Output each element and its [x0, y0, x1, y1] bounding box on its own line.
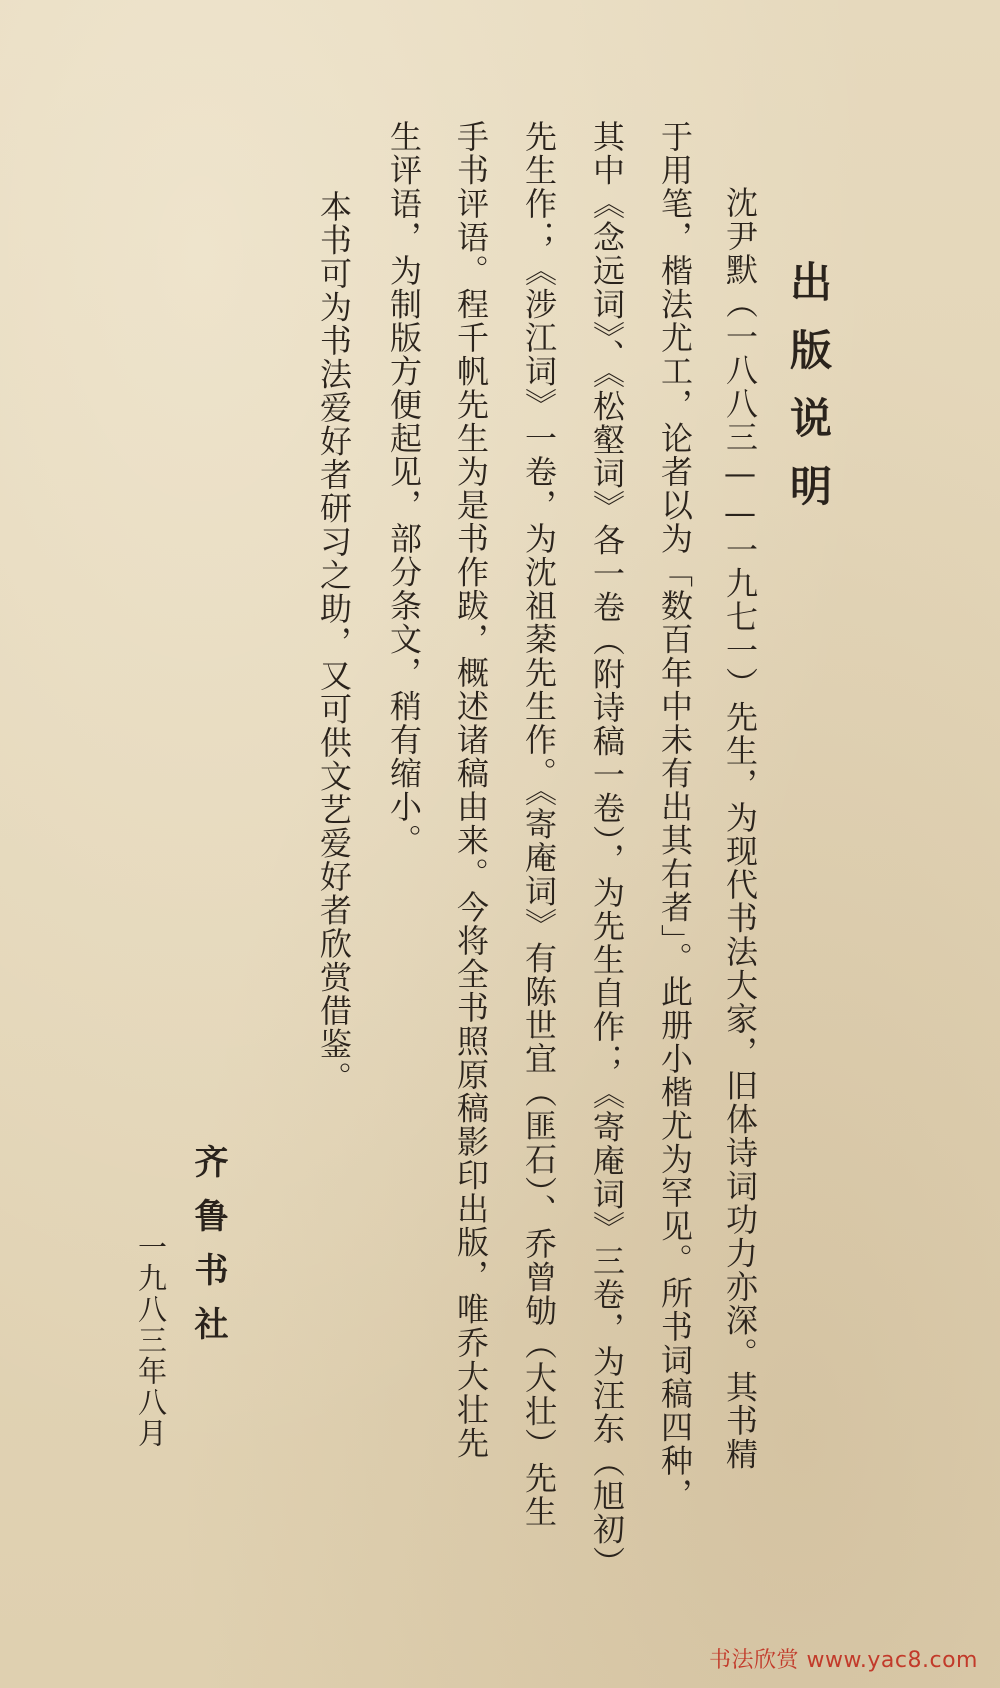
body-column-5: 手书评语。程千帆先生为是书作跋，概述诸稿由来。今将全书照原稿影印出版，唯乔大壮先 [452, 120, 490, 1460]
website-watermark: 书法欣赏 www.yac8.com [708, 1648, 978, 1673]
publisher-name: 齐鲁书社 [188, 1144, 228, 1360]
body-column-6: 生评语，为制版方便起见，部分条文，稍有缩小。 [385, 120, 423, 857]
publication-date: 一九八三年八月 [134, 1232, 168, 1449]
body-column-1: 沈尹默（一八八三——一九七一）先生，为现代书法大家，旧体诗词功力亦深。其书精 [721, 186, 759, 1471]
page-title: 出版说明 [784, 260, 833, 532]
body-column-2: 于用笔，楷法尤工，论者以为「数百年中未有出其右者」。此册小楷尤为罕见。所书词稿四种， [656, 120, 694, 1511]
body-column-3: 其中《念远词》、《松壑词》各一卷（附诗稿一卷），为先生自作；《寄庵词》三卷，为汪东（旭初） [588, 120, 626, 1580]
body-column-4: 先生作；《涉江词》一卷，为沈祖棻先生作。《寄庵词》有陈世宜（匪石）、乔曾劬（大壮）先生 [520, 120, 558, 1529]
body-column-7: 本书可为书法爱好者研习之助，又可供文艺爱好者欣赏借鉴。 [315, 190, 353, 1095]
